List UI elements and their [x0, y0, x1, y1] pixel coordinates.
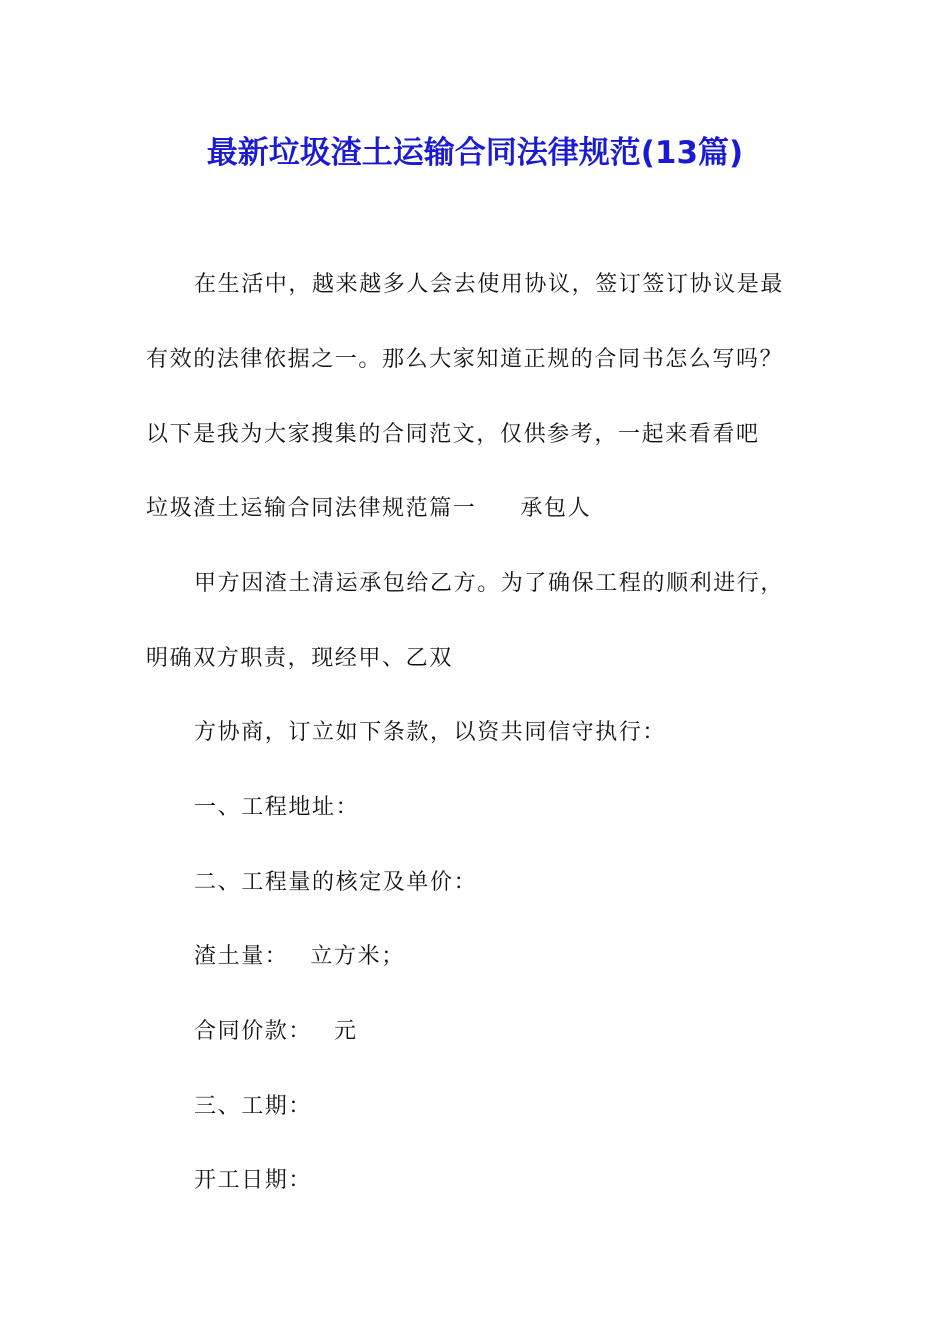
volume-line	[194, 942, 405, 972]
price-label: 合同价款：	[194, 1019, 313, 1044]
volume-unit: 立方米；	[310, 944, 405, 969]
contractor-label: 承包人	[520, 496, 592, 521]
paragraph-2: 方协商，订立如下条款，以资共同信守执行：	[194, 720, 667, 745]
section-heading: 垃圾渣土运输合同法律规范篇一	[146, 496, 477, 521]
price-unit: 元	[334, 1019, 358, 1044]
clause-3: 三、工期：	[194, 1094, 313, 1119]
section-heading-line	[146, 494, 591, 524]
volume-label: 渣土量：	[194, 944, 289, 969]
price-line	[194, 1017, 358, 1047]
intro-line-3: 以下是我为大家搜集的合同范文，仅供参考，一起来看看吧	[146, 422, 760, 447]
intro-line-2: 有效的法律依据之一。那么大家知道正规的合同书怎么写吗？	[146, 347, 784, 372]
paragraph-1-line-2: 明确双方职责，现经甲、乙双	[146, 646, 453, 671]
document-title: 最新垃圾渣土运输合同法律规范(13篇)	[206, 135, 744, 171]
clause-1: 一、工程地址：	[194, 795, 360, 820]
paragraph-1-line-1: 甲方因渣土清运承包给乙方。为了确保工程的顺利进行，	[194, 571, 785, 596]
start-date-label: 开工日期：	[194, 1168, 313, 1193]
clause-2: 二、工程量的核定及单价：	[194, 870, 478, 895]
intro-line-1: 在生活中，越来越多人会去使用协议，签订签订协议是最	[194, 272, 785, 297]
